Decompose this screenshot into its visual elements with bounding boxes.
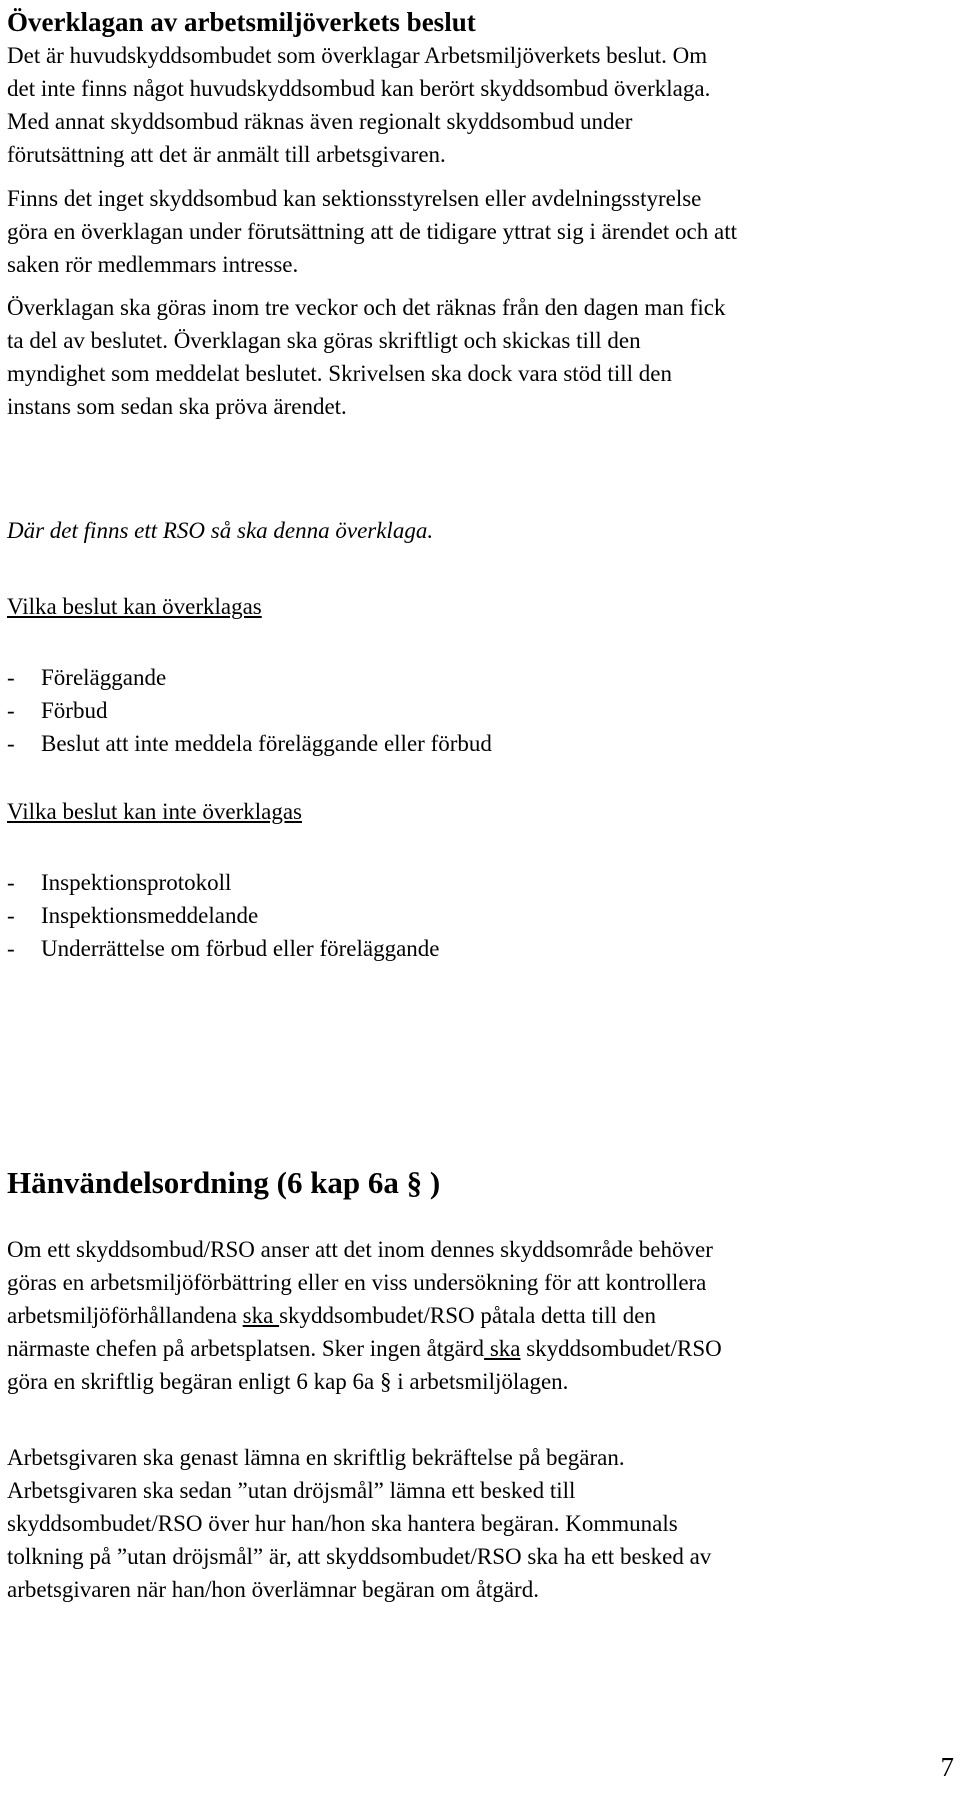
appealable-list — [7, 661, 492, 760]
text-line: skyddsombudet/RSO över hur han/hon ska hantera begäran. Kommunals — [7, 1511, 678, 1536]
text-line: instans som sedan ska pröva ärendet. — [7, 394, 347, 419]
text-line: göra en skriftlig begäran enligt 6 kap 6a § i arbetsmiljölagen. — [7, 1369, 569, 1394]
paragraph-employer-response — [7, 1441, 947, 1606]
text-line: Finns det inget skyddsombud kan sektionsstyrelsen eller avdelningsstyrelse — [7, 186, 702, 211]
text-line: Arbetsgivaren ska genast lämna en skriftlig bekräftelse på begäran. — [7, 1445, 625, 1470]
dash-bullet: - — [7, 903, 15, 928]
list-item — [7, 932, 440, 965]
text-line: myndighet som meddelat beslutet. Skrivelsen ska dock vara stöd till den — [7, 361, 672, 386]
text-line: arbetsgivaren när han/hon överlämnar begäran om åtgärd. — [7, 1577, 539, 1602]
paragraph-safety-rep-request — [7, 1233, 947, 1398]
list-item — [7, 899, 440, 932]
list-item-text: Inspektionsmeddelande — [41, 903, 259, 928]
text-line: Arbetsgivaren ska sedan ”utan dröjsmål” lämna ett besked till — [7, 1478, 576, 1503]
text-line: saken rör medlemmars intresse. — [7, 252, 299, 277]
list-item-text: Förbud — [41, 698, 108, 723]
paragraph-appeal-deadline — [7, 291, 947, 423]
text-line: Med annat skyddsombud räknas även regionalt skyddsombud under — [7, 109, 633, 134]
dash-bullet: - — [7, 870, 15, 895]
text-line — [7, 1332, 947, 1365]
appealable-heading: Vilka beslut kan överklagas — [7, 594, 262, 619]
list-item-text: Föreläggande — [41, 665, 167, 690]
dash-bullet: - — [7, 731, 15, 756]
paragraph-who-appeals — [7, 39, 947, 171]
list-item-text: Inspektionsprotokoll — [41, 870, 232, 895]
list-item — [7, 727, 492, 760]
text-line — [7, 1299, 947, 1332]
dash-bullet: - — [7, 936, 15, 961]
text-line: ta del av beslutet. Överklagan ska göras skriftligt och skickas till den — [7, 328, 641, 353]
text-line: tolkning på ”utan dröjsmål” är, att skyddsombudet/RSO ska ha ett besked av — [7, 1544, 712, 1569]
dash-bullet: - — [7, 665, 15, 690]
paragraph-no-safety-rep — [7, 182, 947, 281]
list-item-text: Underrättelse om förbud eller föreläggande — [41, 936, 440, 961]
dash-bullet: - — [7, 698, 15, 723]
page-number: 7 — [940, 1752, 954, 1782]
text-line: förutsättning att det är anmält till arbetsgivaren. — [7, 142, 446, 167]
list-item — [7, 866, 440, 899]
list-item-text: Beslut att inte meddela föreläggande eller förbud — [41, 731, 492, 756]
section-heading-referral-order: Hänvändelsordning (6 kap 6a § ) — [7, 1165, 441, 1200]
rso-note: Där det finns ett RSO så ska denna överklaga. — [7, 518, 434, 543]
text-segment: skyddsombudet/RSO — [520, 1336, 722, 1361]
underlined-ska: ska — [484, 1336, 521, 1361]
not-appealable-heading: Vilka beslut kan inte överklagas — [7, 799, 302, 824]
section-heading-appeal: Överklagan av arbetsmiljöverkets beslut — [7, 7, 476, 37]
list-item — [7, 694, 492, 727]
text-line: Det är huvudskyddsombudet som överklagar Arbetsmiljöverkets beslut. Om — [7, 43, 708, 68]
text-line: Överklagan ska göras inom tre veckor och det räknas från den dagen man fick — [7, 295, 726, 320]
text-segment: skyddsombudet/RSO påtala detta till den — [279, 1303, 656, 1328]
text-segment: närmaste chefen på arbetsplatsen. Sker ingen åtgärd — [7, 1336, 485, 1361]
text-segment: arbetsmiljöförhållandena — [7, 1303, 243, 1328]
underlined-ska: ska — [242, 1303, 280, 1328]
text-line: göra en överklagan under förutsättning att de tidigare yttrat sig i ärendet och att — [7, 219, 737, 244]
text-line: göras en arbetsmiljöförbättring eller en viss undersökning för att kontrollera — [7, 1270, 707, 1295]
text-line: Om ett skyddsombud/RSO anser att det inom dennes skyddsområde behöver — [7, 1237, 713, 1262]
not-appealable-list — [7, 866, 440, 965]
text-line: det inte finns något huvudskyddsombud kan berört skyddsombud överklaga. — [7, 76, 711, 101]
list-item — [7, 661, 492, 694]
